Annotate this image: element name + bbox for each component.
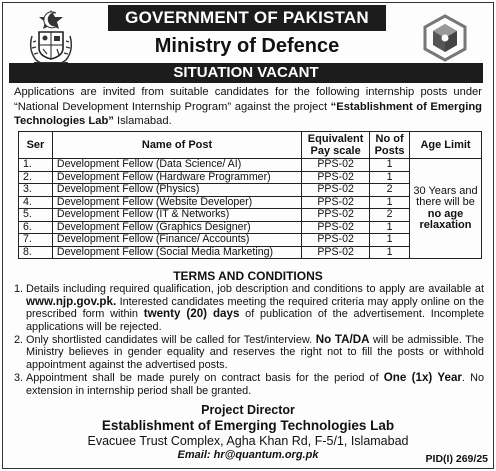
age-limit-bold2: relaxation <box>419 219 472 231</box>
cell-no-of-posts: 1 <box>370 159 410 172</box>
cell-post-name: Development Fellow (Graphics Designer) <box>52 221 301 234</box>
cell-ser: 5. <box>19 209 53 222</box>
cell-post-name: Development Fellow (Data Science/ AI) <box>52 159 301 172</box>
terms-list <box>14 283 484 398</box>
intro-paragraph <box>14 85 482 129</box>
cell-ser: 8. <box>19 246 53 259</box>
list-item: 1. Details including required qualification, job description and conditions to apply are available at www.njp.gov.pk. Interested candidates meeting the required criteria may apply online on the prescribed form within twenty (20) days of publication of the advertisement. Incomplete applications will be rejected. <box>14 283 485 333</box>
cell-ser: 1. <box>19 159 53 172</box>
cell-ser: 7. <box>19 234 53 247</box>
cell-ser: 6. <box>19 221 53 234</box>
age-limit-line1: 30 Years and <box>413 184 478 197</box>
cell-no-of-posts: 1 <box>370 246 410 259</box>
header-name-of-post: Name of Post <box>52 132 301 159</box>
cell-pay-scale: PPS-02 <box>302 196 370 209</box>
cell-no-of-posts: 1 <box>370 234 410 247</box>
deadline-text: twenty (20) days <box>143 307 240 321</box>
cell-no-of-posts: 1 <box>370 221 410 234</box>
cell-post-name: Development Fellow (Physics) <box>52 184 301 197</box>
contact-block <box>0 403 496 462</box>
cell-pay-scale: PPS-02 <box>302 221 370 234</box>
cell-pay-scale: PPS-02 <box>302 159 370 172</box>
pid-number: PID(I) 269/25 <box>425 453 488 465</box>
table-row <box>19 159 482 172</box>
cell-post-name: Development Fellow (Hardware Programmer) <box>52 171 301 184</box>
project-name: “Establishment of Emerging Technologies Lab” <box>14 100 482 127</box>
header-no-of-posts: No of Posts <box>370 132 410 159</box>
cell-pay-scale: PPS-02 <box>302 209 370 222</box>
address: Evacuee Trust Complex, Agha Khan Rd, F-5/1, Islamabad <box>87 434 409 448</box>
cell-ser: 3. <box>19 184 53 197</box>
intro-text: Applications are invited from suitable candidates for the following internship posts under “National Development Internship Program” against the project <box>14 86 482 113</box>
cell-post-name: Development Fellow (IT & Networks) <box>52 209 301 222</box>
ministry-title: Ministry of Defence <box>154 35 340 57</box>
cell-ser: 2. <box>19 171 53 184</box>
no-ta-da-text: No TA/DA <box>315 332 370 346</box>
header-pay-scale: Equivalent Pay scale <box>302 132 370 159</box>
terms-heading: TERMS AND CONDITIONS <box>173 269 323 283</box>
government-banner: GOVERNMENT OF PAKISTAN <box>108 5 386 31</box>
situation-vacant-banner: SITUATION VACANT <box>9 63 483 83</box>
table-header-row <box>19 132 482 159</box>
lab-name: Establishment of Emerging Technologies Lab <box>101 418 395 433</box>
cell-no-of-posts: 2 <box>370 184 410 197</box>
age-limit-bold1: no age <box>427 207 464 220</box>
cell-post-name: Development Fellow (Website Developer) <box>52 196 301 209</box>
cell-no-of-posts: 2 <box>370 209 410 222</box>
cell-post-name: Development Fellow (Social Media Marketing) <box>52 246 301 259</box>
intro-text-end: Islamabad. <box>113 115 172 127</box>
designation: Project Director <box>201 403 295 417</box>
cell-pay-scale: PPS-02 <box>302 171 370 184</box>
website-link: www.njp.gov.pk. <box>26 294 117 308</box>
header-ser: Ser <box>19 132 53 159</box>
email: Email: hr@quantum.org.pk <box>177 449 319 461</box>
cell-pay-scale: PPS-02 <box>302 184 370 197</box>
list-item: 2. Only shortlisted candidates will be called for Test/interview. No TA/DA will be admissible. The Ministry believes in gender equality and reserves the right not to fill the posts or withhold appointment against the advertised posts. <box>14 332 484 372</box>
cell-pay-scale: PPS-02 <box>302 234 370 247</box>
cell-pay-scale: PPS-02 <box>302 246 370 259</box>
cell-no-of-posts: 1 <box>370 196 410 209</box>
cell-age-limit <box>410 159 482 259</box>
cell-post-name: Development Fellow (Finance/ Accounts) <box>52 234 301 247</box>
pakistan-emblem-icon <box>26 8 76 68</box>
age-limit-line2: there will be <box>416 196 475 208</box>
cell-no-of-posts: 1 <box>370 171 410 184</box>
contract-period-text: One (1x) Year <box>383 371 462 385</box>
cell-ser: 4. <box>19 196 53 209</box>
posts-table <box>18 131 482 259</box>
list-item: 3. Appointment shall be made purely on contract basis for the period of One (1x) Year. No extension in internship period shall be granted. <box>14 371 484 397</box>
lab-logo-icon <box>418 14 472 62</box>
header-age-limit: Age Limit <box>410 132 482 159</box>
